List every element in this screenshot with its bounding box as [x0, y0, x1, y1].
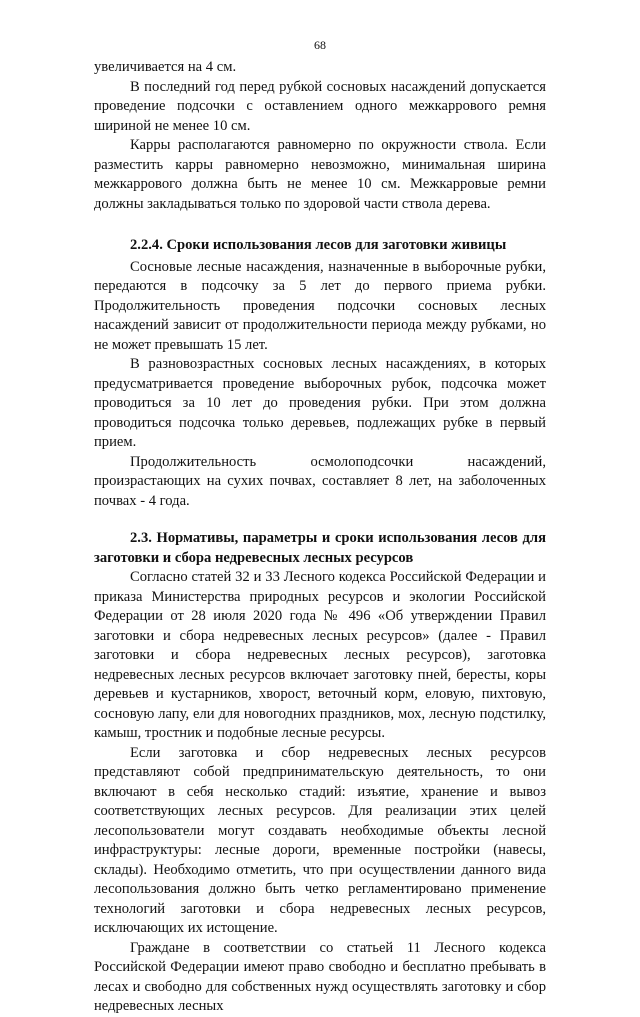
paragraph: В разновозрастных сосновых лесных насаждениях, в которых предусматривается проведение выборочных рубок, подсочка может проводиться за 10 лет до проведения рубки. При этом должна проводиться подсочка только деревьев, подлежащих рубке в первый прием.	[94, 356, 546, 450]
section-heading: 2.3. Нормативы, параметры и сроки использования лесов для заготовки и сбора недревесных лесных ресурсов	[94, 530, 546, 566]
paragraph: Согласно статей 32 и 33 Лесного кодекса Российской Федерации и приказа Министерства природных ресурсов и экологии Российской Федерации от 28 июля 2020 года № 496 «Об утверждении Правил заготовки и сбора недревесных лесных ресурсов» (далее - Правил заготовки и сбора недревесных лесных ресурсов), заготовка недревесных лесных ресурсов включает заготовку пней, бересты, коры деревьев и кустарников, хворост, веточный корм, еловую, пихтовую, сосновую лапу, ели для новогодних праздников, мох, лесную подстилку, камыш, тростник и подобные лесные ресурсы.	[94, 569, 546, 741]
paragraph: Карры располагаются равномерно по окружности ствола. Если разместить карры равномерно невозможно, минимальная ширина межкаррового должна быть не менее 10 см. Межкарровые ремни должны закладываться только по здоровой части ствола дерева.	[94, 137, 546, 212]
paragraph: увеличивается на 4 см.	[94, 59, 237, 75]
document-body	[94, 58, 546, 1017]
paragraph: Продолжительность осмолоподсочки насаждений, произрастающих на сухих почвах, составляет 8 лет, на заболоченных почвах - 4 года.	[94, 453, 546, 509]
paragraph: В последний год перед рубкой сосновых насаждений допускается проведение подсочки с оставлением одного межкаррового ремня шириной не менее 10 см.	[94, 78, 546, 134]
paragraph: Граждане в соответствии со статьей 11 Лесного кодекса Российской Федерации имеют право свободно и бесплатно пребывать в лесах и свободно для собственных нужд осуществлять заготовку и сбор недревесных лесных	[94, 939, 546, 1014]
section-heading: 2.2.4. Сроки использования лесов для заготовки живицы	[130, 237, 507, 253]
paragraph: Сосновые лесные насаждения, назначенные в выборочные рубки, передаются в подсочку за 5 лет до первого приема рубки. Продолжительность проведения подсочки сосновых лесных насаждений зависит от продолжительности периода между рубками, но не может превышать 15 лет.	[94, 258, 546, 353]
paragraph: Если заготовка и сбор недревесных лесных ресурсов представляют собой предпринимательскую деятельность, то они включают в себя несколько стадий: изъятие, хранение и вывоз соответствующих лесных ресурсов. Для реализации этих целей лесопользователи могут создавать необходимые объекты лесной инфраструктуры: лесные дороги, временные постройки (навесы, склады). Необходимо отметить, что при осуществлении данного вида лесопользования должно быть четко регламентировано применение технологий заготовки и сбора недревесных лесных ресурсов, исключающих их истощение.	[94, 744, 546, 936]
page-number: 68	[314, 38, 326, 52]
